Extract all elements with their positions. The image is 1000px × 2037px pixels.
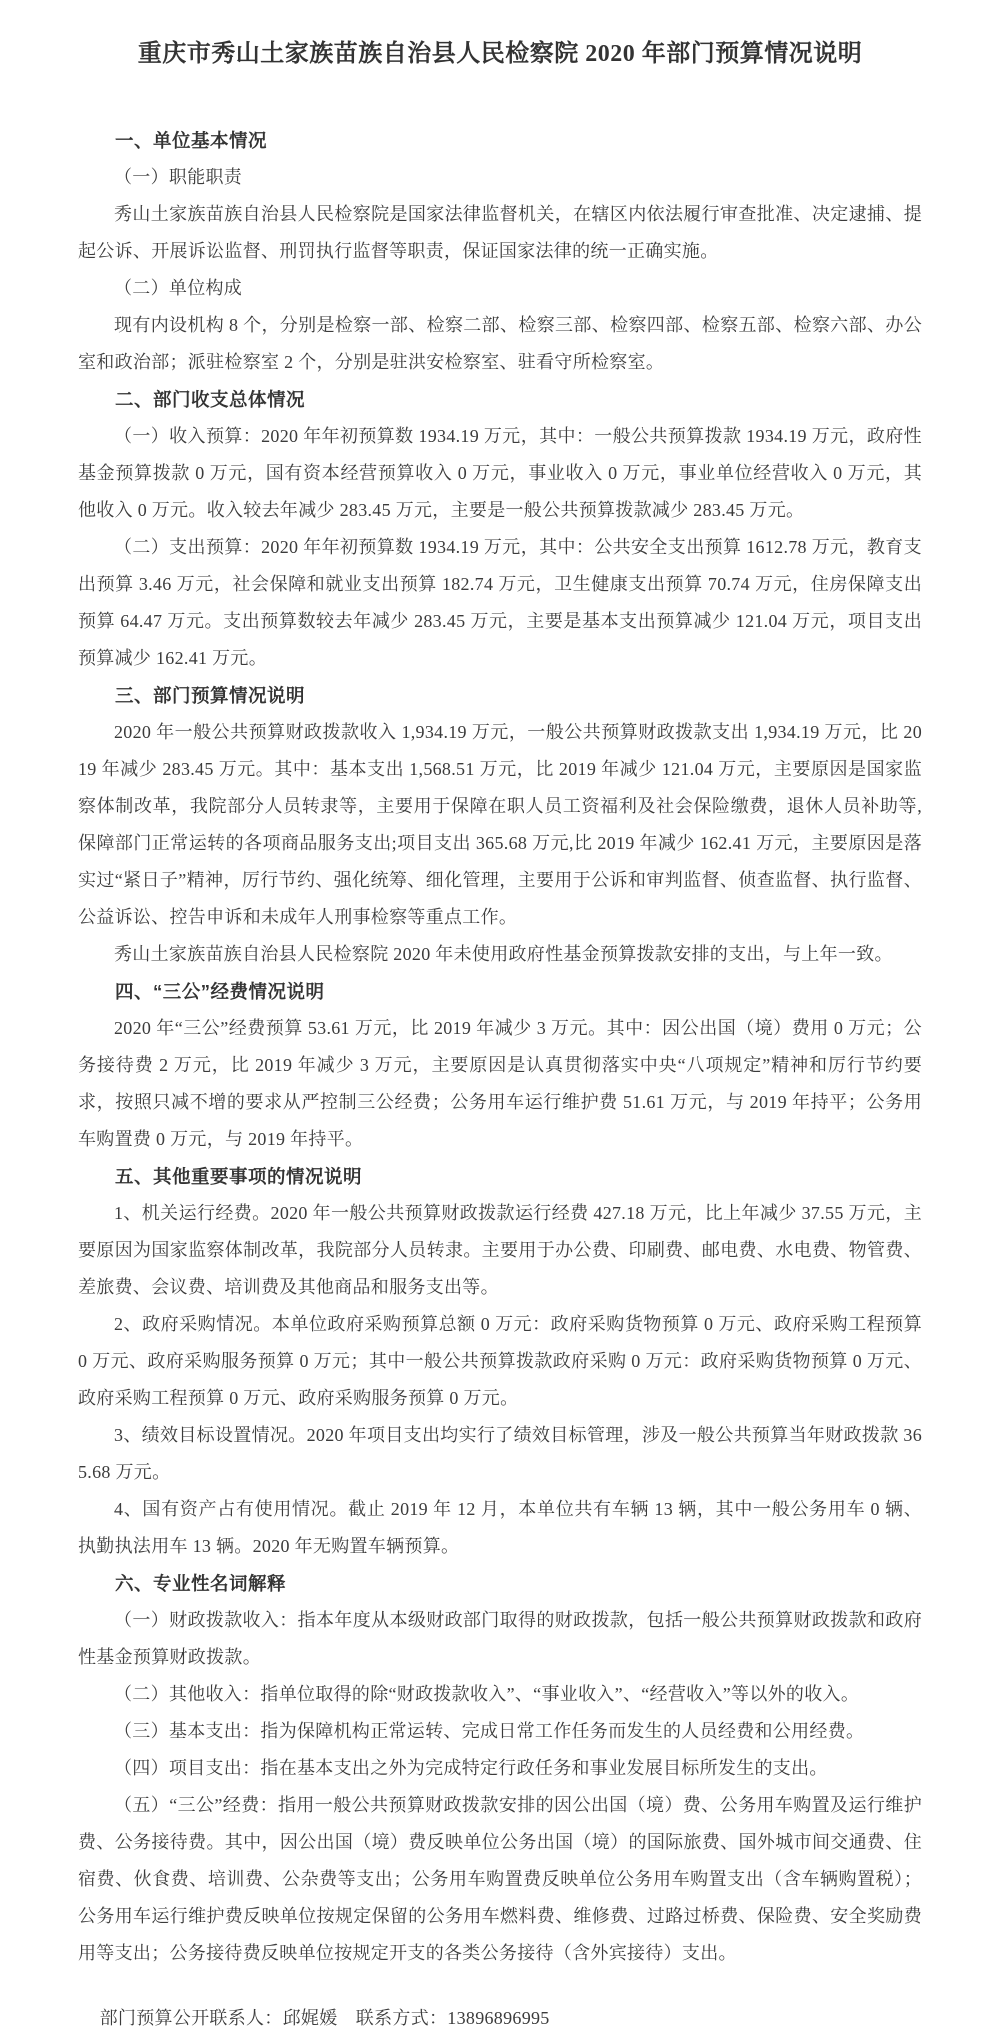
section-budget-explanation: [78, 677, 922, 973]
section-three-public-expenses: [78, 973, 922, 1158]
paragraph: （四）项目支出：指在基本支出之外为完成特定行政任务和事业发展目标所发生的支出。: [114, 1758, 828, 1778]
section-basic-info: [78, 122, 922, 381]
paragraph: 3、绩效目标设置情况。2020 年项目支出均实行了绩效目标管理，涉及一般公共预算当年财政拨款 365.68 万元。: [78, 1425, 922, 1482]
paragraph: 2020 年“三公”经费预算 53.61 万元，比 2019 年减少 3 万元。其中：因公出国（境）费用 0 万元；公务接待费 2 万元，比 2019 年减少 3 万元，主要原因是认真贯彻落实中央“八项规定”精神和厉行节约要求，按照只减不增的要求从严控制三公经费；公务用车运行维护费 51.61 万元，与 2019 年持平；公务用车购置费 0 万元，与 2019 年持平。: [78, 1018, 922, 1149]
section-heading: 二、部门收支总体情况: [115, 389, 306, 410]
section-heading: 六、专业性名词解释: [115, 1573, 287, 1594]
paragraph: 2020 年一般公共预算财政拨款收入 1,934.19 万元，一般公共预算财政拨款支出 1,934.19 万元，比 2019 年减少 283.45 万元。其中：基本支出 1,568.51 万元，比 2019 年减少 121.04 万元，主要原因是国家监察体制改革，我院部分人员转隶等，主要用于保障在职人员工资福利及社会保险缴费，退休人员补助等,保障部门正常运转的各项商品服务支出;项目支出 365.68 万元,比 2019 年减少 162.41 万元，主要原因是落实过“紧日子”精神，厉行节约、强化统筹、细化管理，主要用于公诉和审判监督、侦查监督、执行监督、公益诉讼、控告申诉和未成年人刑事检察等重点工作。: [78, 722, 922, 927]
section-heading: 一、单位基本情况: [115, 130, 268, 151]
paragraph: （二）单位构成: [114, 278, 243, 298]
paragraph: 1、机关运行经费。2020 年一般公共预算财政拨款运行经费 427.18 万元，比上年减少 37.55 万元，主要原因为国家监察体制改革，我院部分人员转隶。主要用于办公费、印刷费、邮电费、水电费、物管费、差旅费、会议费、培训费及其他商品和服务支出等。: [78, 1203, 922, 1297]
section-heading: 五、其他重要事项的情况说明: [115, 1166, 363, 1187]
paragraph: 2、政府采购情况。本单位政府采购预算总额 0 万元：政府采购货物预算 0 万元、政府采购工程预算 0 万元、政府采购服务预算 0 万元；其中一般公共预算拨款政府采购 0 万元：政府采购货物预算 0 万元、政府采购工程预算 0 万元、政府采购服务预算 0 万元。: [78, 1314, 922, 1408]
paragraph: 秀山土家族苗族自治县人民检察院 2020 年未使用政府性基金预算拨款安排的支出，与上年一致。: [114, 944, 893, 964]
section-terminology: [78, 1565, 922, 1972]
document-title: 重庆市秀山土家族苗族自治县人民检察院 2020 年部门预算情况说明: [137, 41, 863, 67]
paragraph: （二）其他收入：指单位取得的除“财政拨款收入”、“事业收入”、“经营收入”等以外的收入。: [114, 1684, 860, 1704]
contact-line: 部门预算公开联系人：邱娓媛 联系方式：13896896995: [99, 2008, 550, 2028]
paragraph: 现有内设机构 8 个，分别是检察一部、检察二部、检察三部、检察四部、检察五部、检察六部、办公室和政治部；派驻检察室 2 个，分别是驻洪安检察室、驻看守所检察室。: [78, 315, 922, 372]
paragraph: （五）“三公”经费：指用一般公共预算财政拨款安排的因公出国（境）费、公务用车购置及运行维护费、公务接待费。其中，因公出国（境）费反映单位公务出国（境）的国际旅费、国外城市间交通费、住宿费、伙食费、培训费、公杂费等支出；公务用车购置费反映单位公务用车购置支出（含车辆购置税）；公务用车运行维护费反映单位按规定保留的公务用车燃料费、维修费、过路过桥费、保险费、安全奖励费用等支出；公务接待费反映单位按规定开支的各类公务接待（含外宾接待）支出。: [78, 1795, 922, 1963]
section-heading: 四、“三公”经费情况说明: [115, 981, 325, 1002]
paragraph: （二）支出预算：2020 年年初预算数 1934.19 万元，其中：公共安全支出预算 1612.78 万元，教育支出预算 3.46 万元，社会保障和就业支出预算 182.74 万元，卫生健康支出预算 70.74 万元，住房保障支出预算 64.47 万元。支出预算数较去年减少 283.45 万元，主要是基本支出预算减少 121.04 万元，项目支出预算减少 162.41 万元。: [78, 537, 922, 668]
paragraph: 秀山土家族苗族自治县人民检察院是国家法律监督机关，在辖区内依法履行审查批准、决定逮捕、提起公诉、开展诉讼监督、刑罚执行监督等职责，保证国家法律的统一正确实施。: [78, 204, 922, 261]
section-income-expense-overview: [78, 381, 922, 677]
paragraph: 4、国有资产占有使用情况。截止 2019 年 12 月，本单位共有车辆 13 辆，其中一般公务用车 0 辆、执勤执法用车 13 辆。2020 年无购置车辆预算。: [78, 1499, 922, 1556]
paragraph: （一）财政拨款收入：指本年度从本级财政部门取得的财政拨款，包括一般公共预算财政拨款和政府性基金预算财政拨款。: [78, 1610, 922, 1667]
paragraph: （一）收入预算：2020 年年初预算数 1934.19 万元，其中：一般公共预算拨款 1934.19 万元，政府性基金预算拨款 0 万元，国有资本经营预算收入 0 万元，事业收入 0 万元，事业单位经营收入 0 万元，其他收入 0 万元。收入较去年减少 283.45 万元，主要是一般公共预算拨款减少 283.45 万元。: [78, 426, 922, 520]
section-heading: 三、部门预算情况说明: [115, 685, 306, 706]
paragraph: （一）职能职责: [114, 167, 243, 187]
section-other-important-matters: [78, 1158, 922, 1565]
paragraph: （三）基本支出：指为保障机构正常运转、完成日常工作任务而发生的人员经费和公用经费。: [114, 1721, 865, 1741]
